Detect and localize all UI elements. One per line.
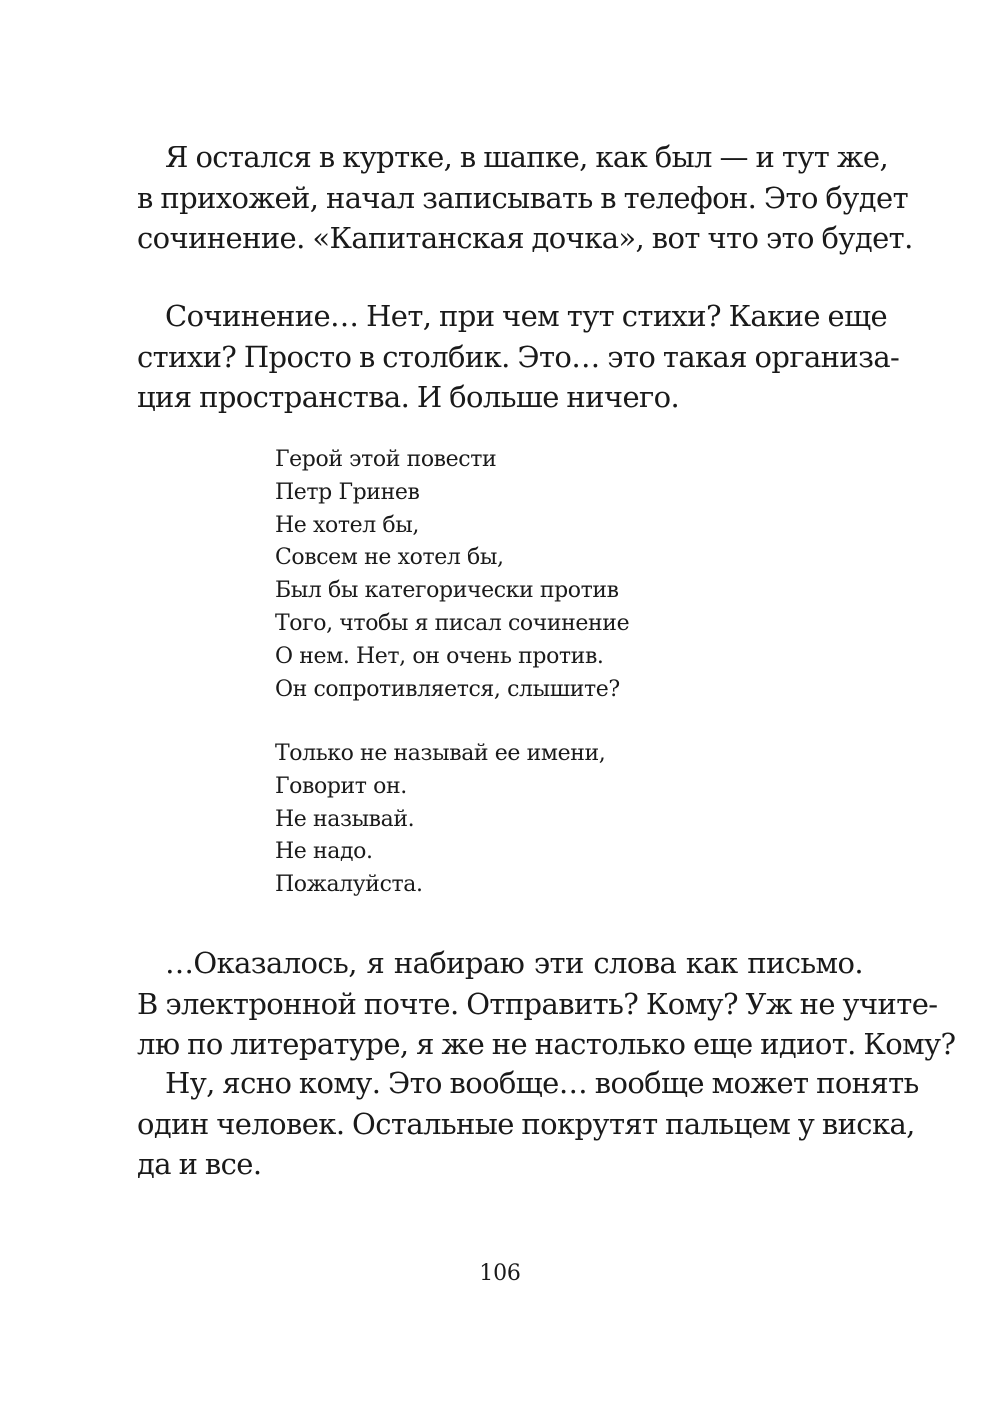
paragraph-4 <box>137 1063 919 1185</box>
paragraph-line: Я остался в куртке, в шапке, как был — и тут же, <box>165 140 889 174</box>
paragraph-3 <box>137 943 956 1065</box>
paragraph-line: один человек. Остальные покрутят пальцем у виска, <box>137 1106 915 1141</box>
paragraph-1 <box>137 137 913 259</box>
poem-line: Только не называй ее имени, <box>275 741 606 766</box>
poem-line: Того, чтобы я писал сочинение <box>275 610 630 636</box>
poem-line: Пожалуйста. <box>275 872 423 898</box>
poem-line: Герой этой повести <box>275 447 497 472</box>
paragraph-line: да и все. <box>137 1147 262 1181</box>
poem-stanza-2 <box>275 738 605 902</box>
paragraph-line: В электронной почте. Отправить? Кому? Уж не учите- <box>137 986 938 1021</box>
poem-line: О нем. Нет, он очень против. <box>275 643 604 669</box>
paragraph-line: Ну, ясно кому. Это вообще… вообще может понять <box>165 1066 919 1100</box>
poem-line: Говорит он. <box>275 773 407 799</box>
page-number: 106 <box>479 1261 521 1286</box>
poem-stanza-1 <box>275 444 629 706</box>
poem-line: Он сопротивляется, слышите? <box>275 676 620 702</box>
poem-line: Петр Гринев <box>275 479 420 505</box>
paragraph-line: Сочинение… Нет, при чем тут стихи? Какие еще <box>165 299 888 333</box>
paragraph-line: сочинение. «Капитанская дочка», вот что это будет. <box>137 221 913 255</box>
paragraph-line: ция пространства. И больше ничего. <box>137 380 680 414</box>
paragraph-line: …Оказалось, я набираю эти слова как письмо. <box>165 946 863 980</box>
poem-line: Совсем не хотел бы, <box>275 545 504 571</box>
paragraph-line: в прихожей, начал записывать в телефон. Это будет <box>137 180 909 215</box>
poem-line: Не хотел бы, <box>275 512 419 538</box>
poem-line: Не надо. <box>275 839 373 865</box>
poem-line: Был бы категорически против <box>275 578 619 604</box>
paragraph-2 <box>137 296 900 418</box>
poem-line: Не называй. <box>275 806 415 832</box>
paragraph-line: стихи? Просто в столбик. Это… это такая организа- <box>137 339 900 374</box>
paragraph-line: лю по литературе, я же не настолько еще идиот. Кому? <box>137 1027 956 1061</box>
